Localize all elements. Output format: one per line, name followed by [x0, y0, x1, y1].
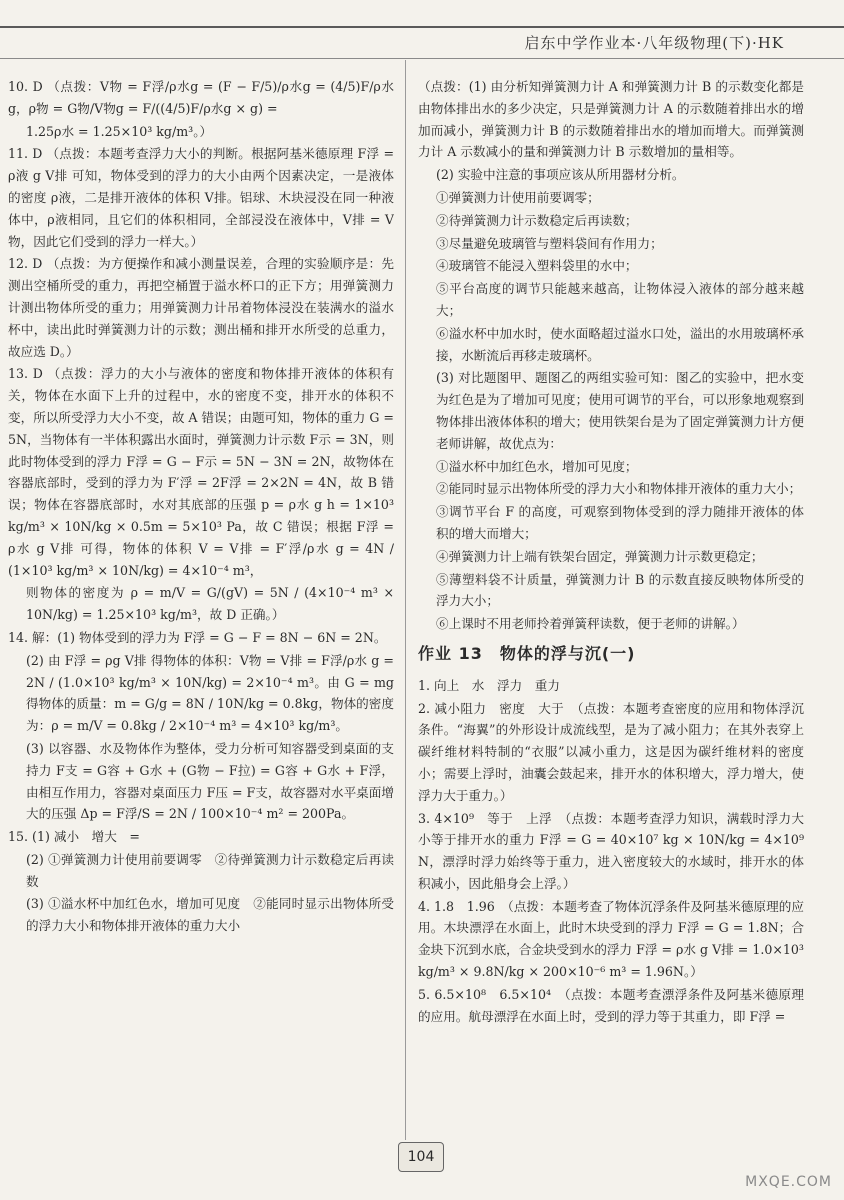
hint-15-2: (2) 实验中注意的事项应该从所用器材分析。	[436, 167, 685, 183]
advantage-2: ②能同时显示出物体所受的浮力大小和物体排开液体的重力大小；	[436, 481, 802, 497]
advantage-5: ⑤薄塑料袋不计质量，弹簧测力计 B 的示数直接反映物体所受的浮力大小；	[436, 571, 804, 609]
hint-15-3: (3) 对比题图甲、题图乙的两组实验可知：图乙的实验中，把水变为红色是为了增加可见度；使用可调节的平台，可以形象地观察到物体排出液体体积的增大；使用铁架台是为了固定弹簧测力计方便老师讲解，故优点为：	[436, 370, 804, 451]
hint-item-1: ①弹簧测力计使用前要调零；	[436, 189, 600, 205]
advantage-4: ④弹簧测力计上端有铁架台固定，弹簧测力计示数更稳定；	[436, 548, 764, 564]
right-column	[418, 76, 804, 1140]
answer-12: 12. D （点拨：为方便操作和减小测量误差，合理的实验顺序是：先测出空桶所受的重力，再把空桶置于溢水杯口的正下方；用弹簧测力计测出物体所受的重力；用弹簧测力计吊着物体浸没在装满水的溢水杯中，读出此时弹簧测力计的示数；测出桶和排开水所受的总重力，故应选 D。）	[8, 256, 394, 359]
page-header	[0, 26, 844, 59]
hint-item-5: ⑤平台高度的调节只能越来越高，让物体浸入液体的部分越来越大；	[436, 281, 804, 318]
hint-item-4: ④玻璃管不能浸入塑料袋里的水中；	[436, 258, 638, 274]
answer-13-cont: 则物体的密度为 ρ = m/V = G/(gV) = 5N / (4×10⁻⁴ m³ × 10N/kg) = 1.25×10³ kg/m³，故 D 正确。）	[26, 585, 394, 623]
answer-14-1: 14. 解：(1) 物体受到的浮力为 F浮 = G − F = 8N − 6N = 2N。	[8, 629, 387, 645]
answer-14-2: (2) 由 F浮 = ρg V排 得物体的体积：V物 = V排 = F浮/ρ水 g = 2N / (1.0×10³ kg/m³ × 10N/kg) = 2×10⁻⁴ m³。由 G = mg 得物体的质量：m = G/g = 8N / 10N/kg = 0.8kg，物体的密度为：ρ = m/V = 0.8kg / 2×10⁻⁴ m³ = 4×10³ kg/m³。	[26, 652, 394, 734]
column-divider	[405, 60, 406, 1140]
hint-item-2: ②待弹簧测力计示数稳定后再读数；	[436, 212, 638, 228]
answer-14-3: (3) 以容器、水及物体作为整体，受力分析可知容器受到桌面的支持力 F支 = G容 + G水 + (G物 − F拉) = G容 + G水 + F浮，由相互作用力，容器对桌面压力 F压 = F支，故容器对水平桌面增大的压强 Δp = F浮/S = 2N / 100×10⁻⁴ m² = 200Pa。	[26, 740, 394, 822]
answer-10: 10. D （点拨：V物 = F浮/ρ水g = (F − F/5)/ρ水g = (4/5)F/ρ水g，ρ物 = G物/V物g = F/((4/5)F/ρ水g × g) =	[8, 79, 394, 116]
answer-15-3: (3) ①溢水杯中加红色水，增加可见度 ②能同时显示出物体所受的浮力大小和物体排开液体的重力大小	[26, 896, 394, 934]
advantage-6: ⑥上课时不用老师拎着弹簧秤读数，便于老师的讲解。）	[436, 616, 745, 632]
hint-15-1: （点拨：(1) 由分析知弹簧测力计 A 和弹簧测力计 B 的示数变化都是由物体排出水的多少决定，只是弹簧测力计 A 的示数随着排出水的增加而减小，弹簧测力计 B 的示数随着排出水的增加而增大。而弹簧测力计 A 示数减小的量和弹簧测力计 B 示数增加的量相等。	[418, 79, 804, 160]
answer-15-2: (2) ①弹簧测力计使用前要调零 ②待弹簧测力计示数稳定后再读数	[26, 851, 394, 889]
site-watermark: MXQE.COM	[745, 1174, 832, 1190]
answer-11: 11. D （点拨：本题考查浮力大小的判断。根据阿基米德原理 F浮 = ρ液 g V排 可知，物体受到的浮力的大小由两个因素决定，一是液体的密度 ρ液，二是排开液体的体积 V排。铝球、木块浸没在同一种液体中，ρ液相同，且它们的体积相同，全部浸没在液体中，V排 = V物，因此它们受到的浮力一样大。）	[8, 146, 394, 249]
page-number: 104	[398, 1142, 444, 1172]
header-title: 启东中学作业本·八年级物理(下)·HK	[524, 34, 784, 52]
hw13-answer-3: 3. 4×10⁹ 等于 上浮 （点拨：本题考查浮力知识，满载时浮力大小等于排开水的重力 F浮 = G = 40×10⁷ kg × 10N/kg = 4×10⁹ N，漂浮时浮力始终等于重力，进入密度较大的水域时，排开水的体积减小，因此船身会上浮。）	[418, 810, 804, 891]
hw13-answer-5: 5. 6.5×10⁸ 6.5×10⁴ （点拨：本题考查漂浮条件及阿基米德原理的应用。航母漂浮在水面上时，受到的浮力等于其重力，即 F浮 =	[418, 986, 804, 1024]
hint-item-3: ③尽量避免玻璃管与塑料袋间有作用力；	[436, 235, 663, 251]
left-column	[8, 76, 394, 1140]
answer-13: 13. D （点拨：浮力的大小与液体的密度和物体排开液体的体积有关，物体在水面下上升的过程中，水的密度不变，排开水的体积不变，所以所受浮力大小不变，故 A 错误；由题可知，物体的重力 G = 5N，当物体有一半体积露出水面时，弹簧测力计示数 F示 = 3N，则此时物体受到的浮力 F浮 = G − F示 = 5N − 3N = 2N，故物体在容器底部时，受到的浮力为 F′浮 = 2F浮 = 2×2N = 4N，故 B 错误；物体在容器底部时，水对其底部的压强 p = ρ水 g h = 1×10³ kg/m³ × 10N/kg × 0.5m = 5×10³ Pa，故 C 错误；根据 F浮 = ρ水 g V排 可得，物体的体积 V = V排 = F′浮/ρ水 g = 4N / (1×10³ kg/m³ × 10N/kg) = 4×10⁻⁴ m³，	[8, 366, 394, 578]
hw13-answer-2: 2. 减小阻力 密度 大于 （点拨：本题考查密度的应用和物体浮沉条件。“海翼”的外形设计成流线型，是为了减小阻力；在其外表穿上碳纤维材料特制的“衣服”以减小重力，这是因为碳纤维材料的密度小；需要上浮时，油囊会鼓起来，排开水的体积增大，浮力增大，使浮力大于重力。）	[418, 700, 804, 803]
advantage-3: ③调节平台 F 的高度，可观察到物体受到的浮力随排开液体的体积的增大而增大；	[436, 504, 804, 541]
advantage-1: ①溢水杯中加红色水，增加可见度；	[436, 458, 638, 474]
section-title: 作业 13 物体的浮与沉(一)	[418, 643, 636, 663]
hint-item-6: ⑥溢水杯中加水时，使水面略超过溢水口处，溢出的水用玻璃杯承接，水断流后再移走玻璃杯。	[436, 325, 804, 363]
hw13-answer-4: 4. 1.8 1.96 （点拨：本题考查了物体沉浮条件及阿基米德原理的应用。木块漂浮在水面上，此时木块受到的浮力 F浮 = G = 1.8N；合金块下沉到水底，合金块受到水的浮力 F浮 = ρ水 g V排 = 1.0×10³ kg/m³ × 9.8N/kg × 200×10⁻⁶ m³ = 1.96N。）	[418, 898, 804, 980]
hw13-answer-1: 1. 向上 水 浮力 重力	[418, 677, 560, 693]
answer-10-cont: 1.25ρ水 = 1.25×10³ kg/m³。）	[26, 123, 213, 139]
answer-15-1: 15. (1) 减小 增大 =	[8, 829, 140, 845]
